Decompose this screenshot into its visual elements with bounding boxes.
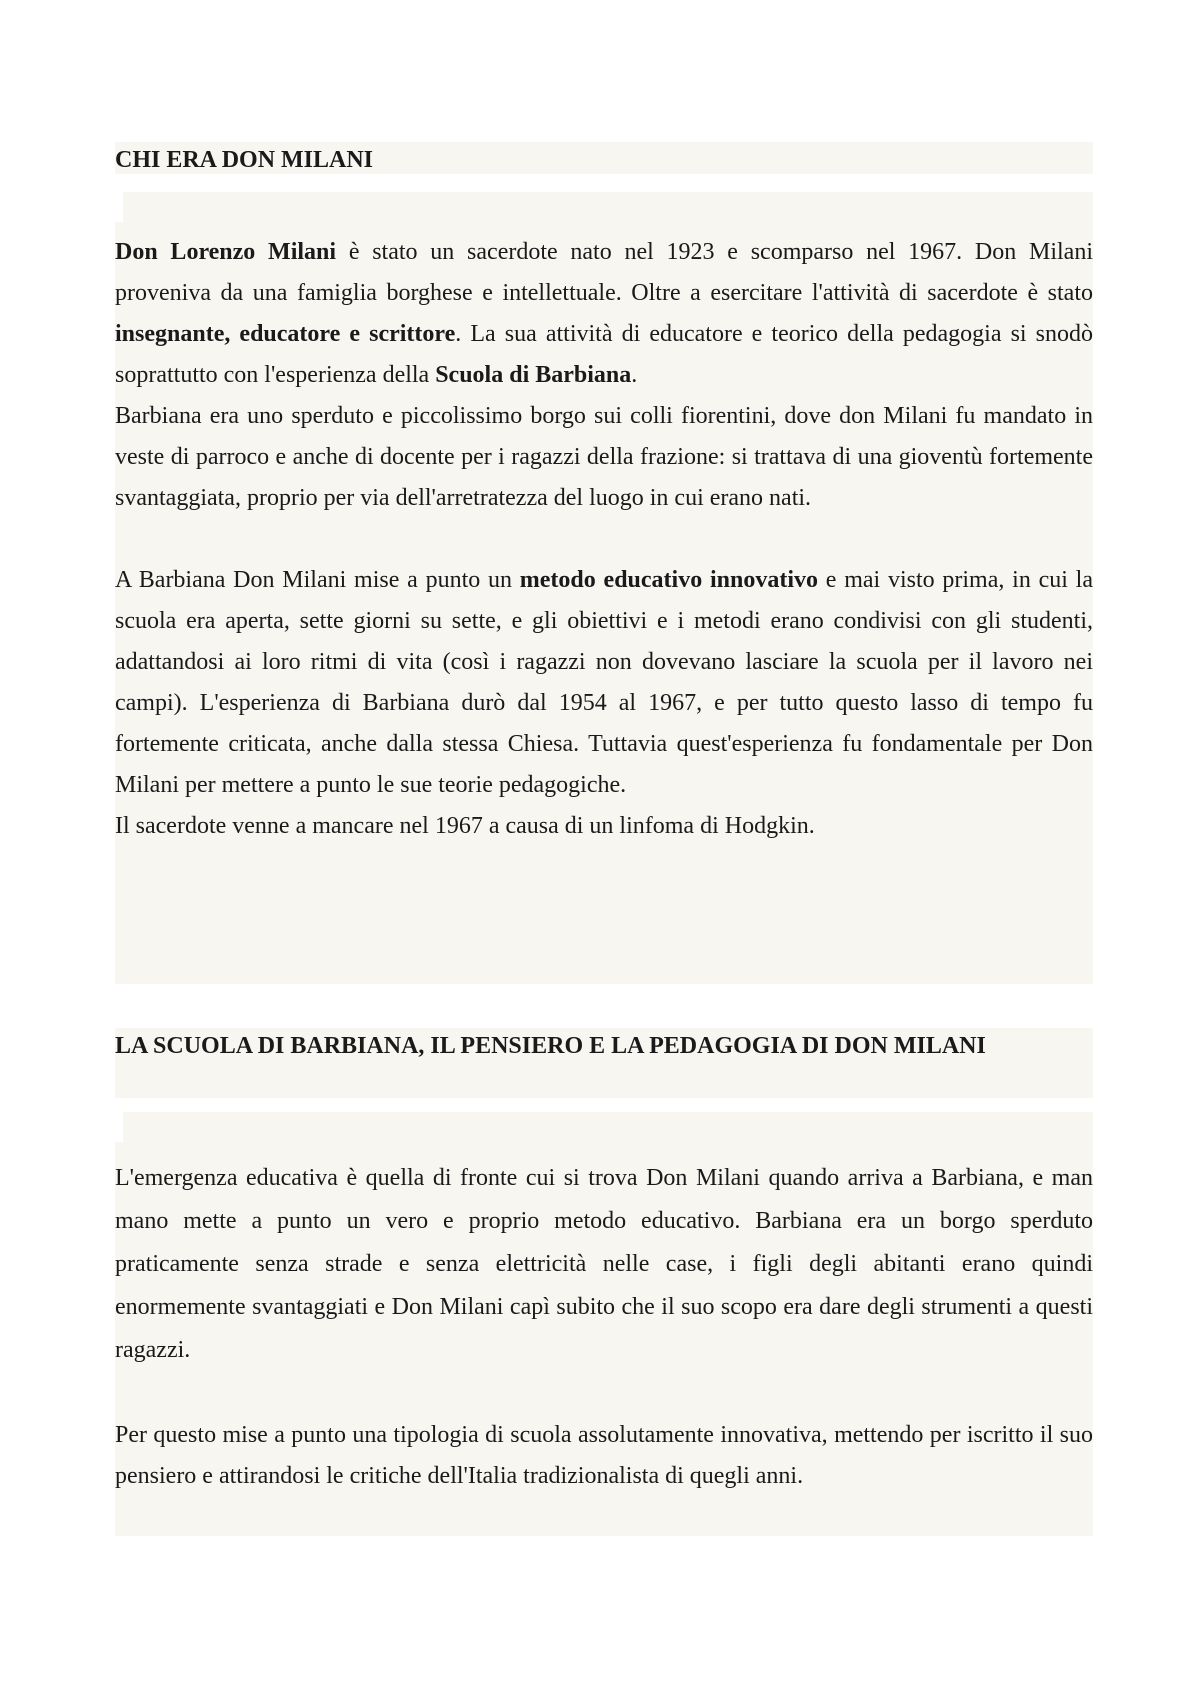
bold-metodo-educativo-innovativo: metodo educativo innovativo (519, 567, 818, 593)
section2-paragraph-1: L'emergenza educativa è quella di fronte cui si trova Don Milani quando arriva a Barbiana, e man mano mette a punto un vero e proprio metodo educativo. Barbiana era un borgo sperduto praticamente senza strade e senza elettricità nelle case, i figli degli abitanti erano quindi enormemente svantaggiati e Don Milani capì subito che il suo scopo era dare degli strumenti a questi ragazzi. (115, 1165, 1093, 1363)
section2-paragraph-2: Per questo mise a punto una tipologia di scuola assolutamente innovativa, mettendo per iscritto il suo pensiero e attirandosi le critiche dell'Italia tradizionalista di quegli anni. (115, 1422, 1093, 1489)
section1-body-block (115, 192, 1093, 984)
section2-body-block (115, 1112, 1093, 1536)
section1-heading-block (115, 142, 1093, 174)
section1-paragraph-3: A Barbiana Don Milani mise a punto un metodo educativo innovativo e mai visto prima, in cui la scuola era aperta, sette giorni su sette, e gli obiettivi e i metodi erano condivisi con gli studenti, adattandosi ai loro ritmi di vita (così i ragazzi non dovevano lasciare la scuola per il lavoro nei campi). L'esperienza di Barbiana durò dal 1954 al 1967, e per tutto questo lasso di tempo fu fortemente criticata, anche dalla stessa Chiesa. Tuttavia quest'esperienza fu fondamentale per Don Milani per mettere a punto le sue teorie pedagogiche. (115, 567, 1094, 798)
section1-paragraph-4: Il sacerdote venne a mancare nel 1967 a causa di un linfoma di Hodgkin. (115, 813, 815, 839)
section1-heading: CHI ERA DON MILANI (115, 147, 374, 173)
block-notch (115, 1112, 123, 1142)
section1-paragraph-2: Barbiana era uno sperduto e piccolissimo borgo sui colli fiorentini, dove don Milani fu mandato in veste di parroco e anche di docente per i ragazzi della frazione: si trattava di una gioventù fortemente svantaggiata, proprio per via dell'arretratezza del luogo in cui erano nati. (115, 403, 1093, 511)
section2-heading-block (115, 1028, 1093, 1098)
bold-don-lorenzo-milani: Don Lorenzo Milani (115, 239, 337, 265)
blank-line (115, 519, 1093, 560)
bold-scuola-di-barbiana: Scuola di Barbiana (435, 362, 632, 388)
section2-heading: LA SCUOLA DI BARBIANA, IL PENSIERO E LA PEDAGOGIA DI DON MILANI (115, 1033, 986, 1059)
bold-insegnante-educatore-scrittore: insegnante, educatore e scrittore (115, 321, 456, 347)
block-notch (115, 192, 123, 222)
blank-line (115, 1372, 1093, 1415)
section1-paragraph-1: Don Lorenzo Milani è stato un sacerdote nato nel 1923 e scomparso nel 1967. Don Milani proveniva da una famiglia borghese e intellettuale. Oltre a esercitare l'attività di sacerdote è stato insegnante, educatore e scrittore. La sua attività di educatore e teorico della pedagogia si snodò soprattutto con l'esperienza della Scuola di Barbiana. (115, 239, 1094, 388)
